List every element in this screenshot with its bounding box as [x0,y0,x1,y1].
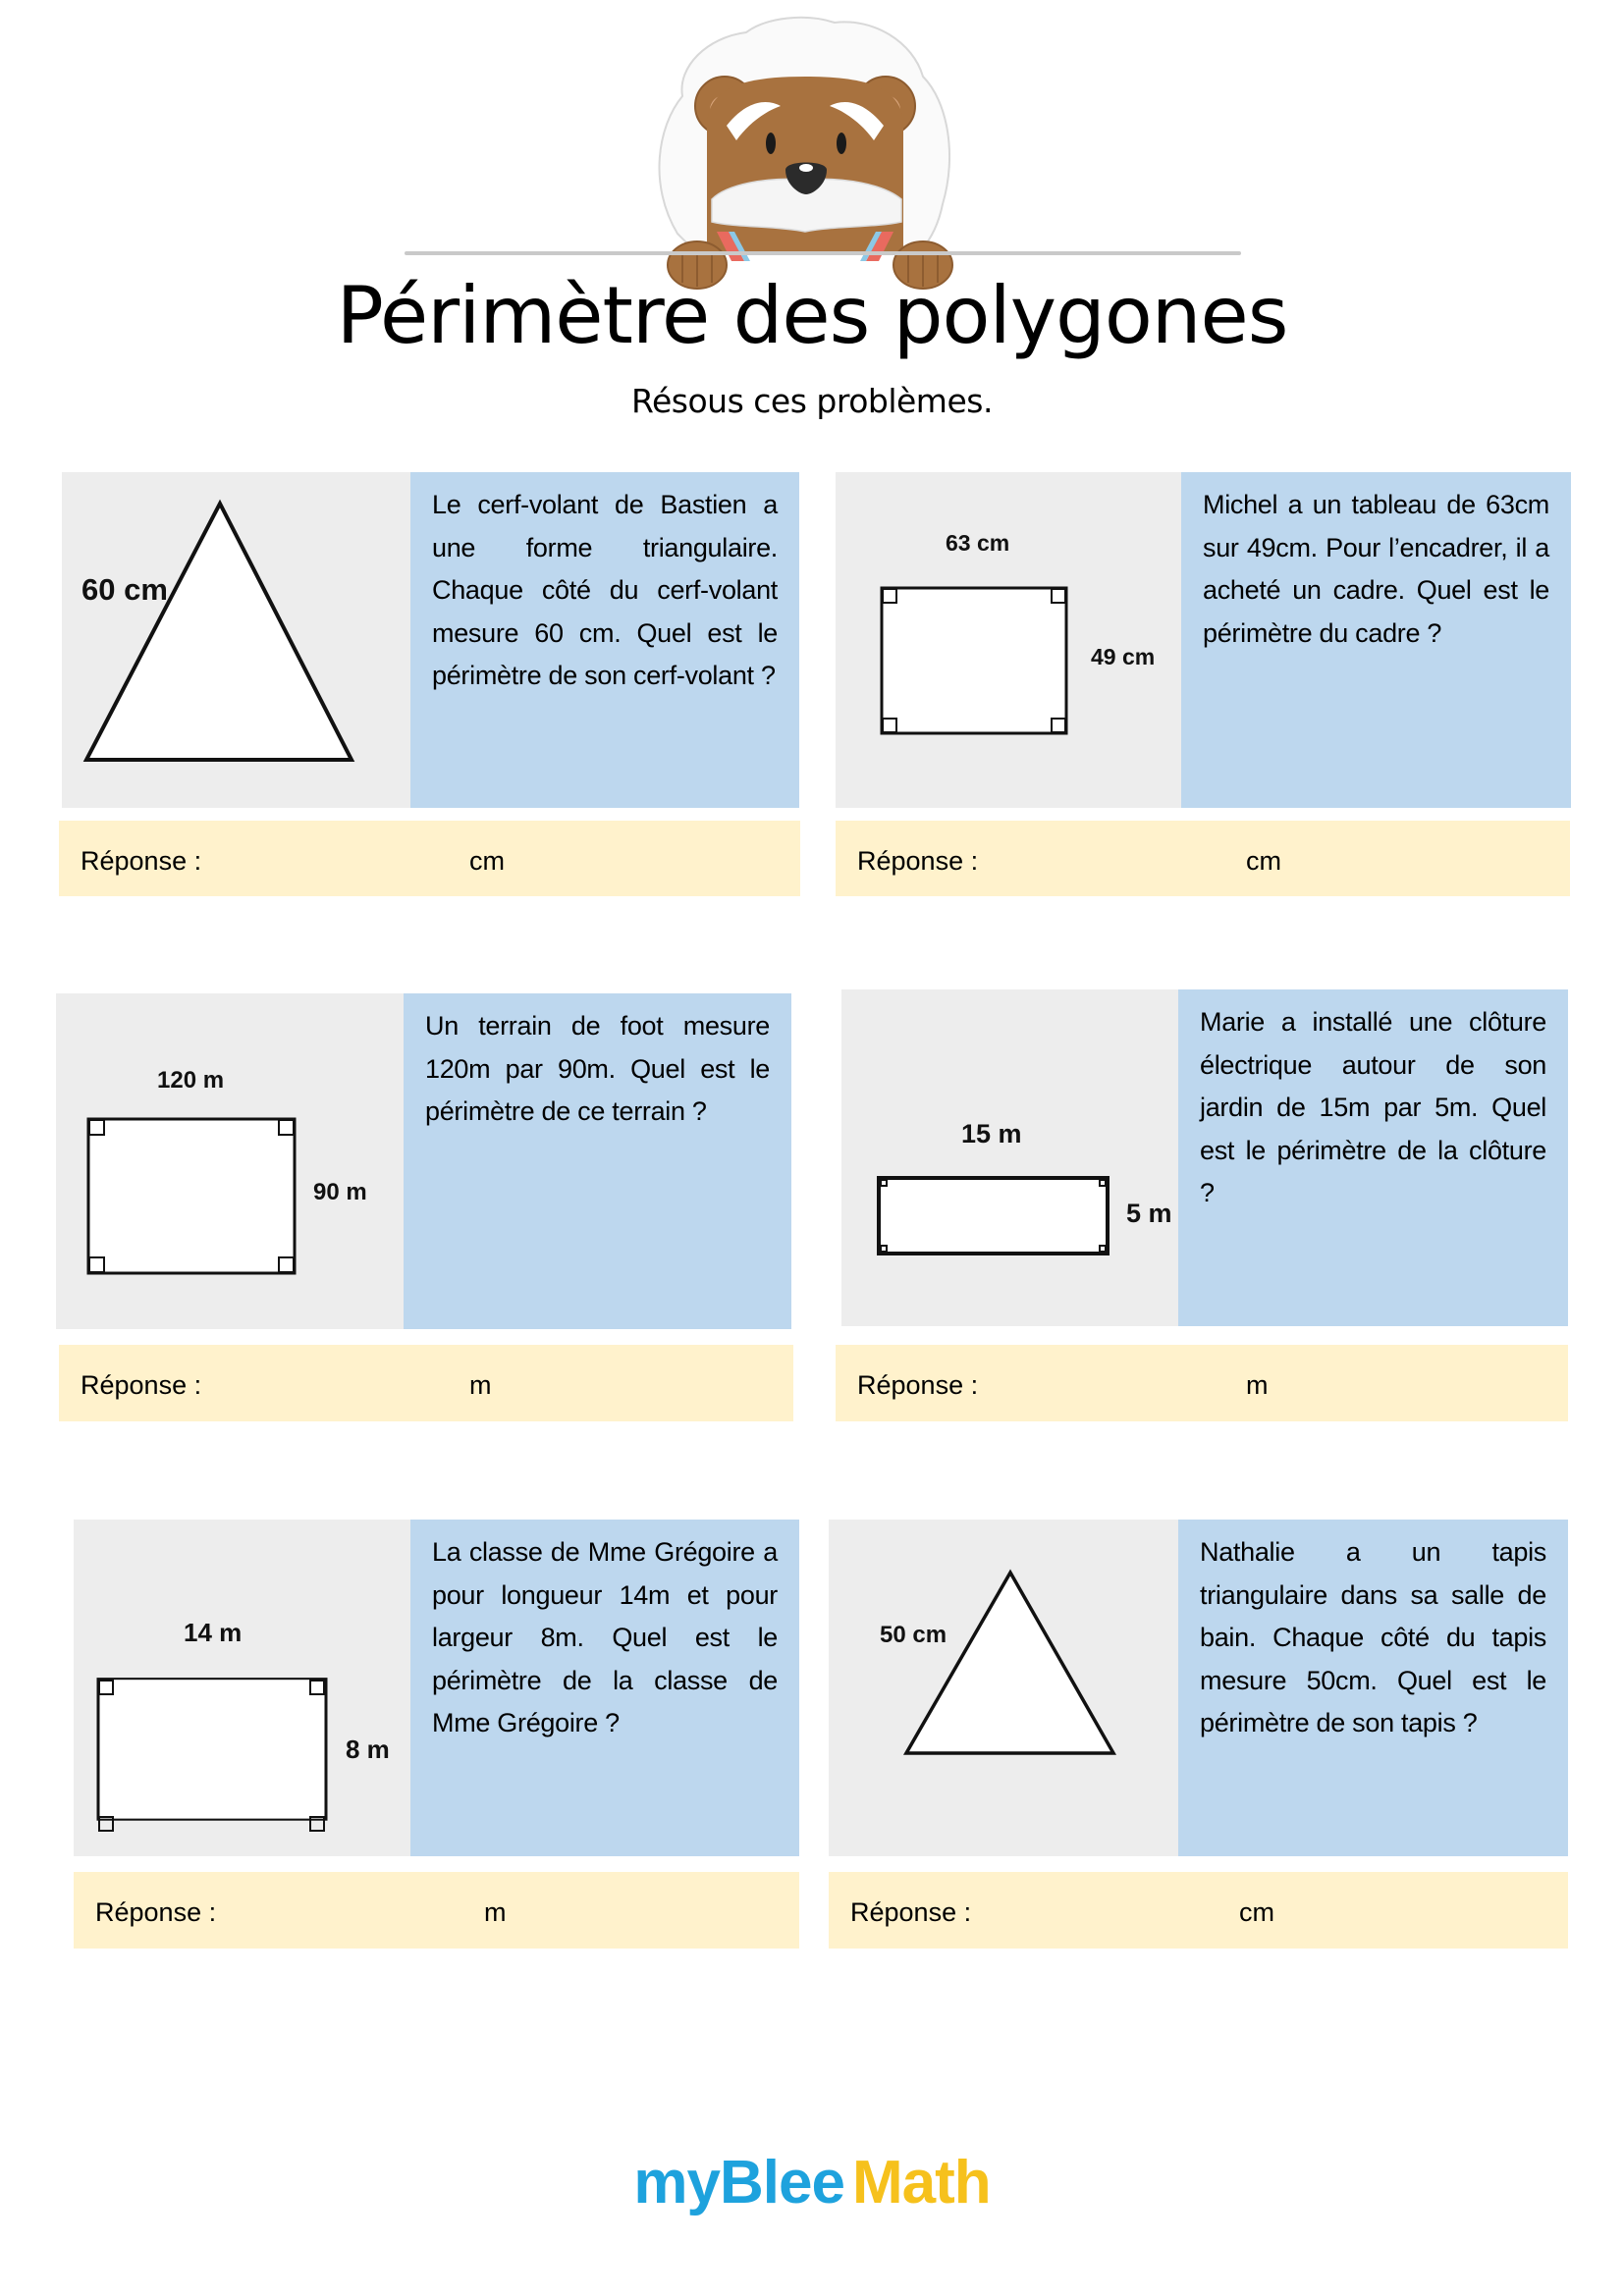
rectangle-shape [88,1119,295,1273]
problem-5-figure [74,1520,410,1856]
page-subtitle: Résous ces problèmes. [631,382,993,420]
problem-4-figure [841,989,1178,1326]
answer-unit: m [469,1370,492,1400]
side-label: 60 cm [81,572,168,607]
side-label: 50 cm [880,1622,947,1648]
answer-label: Réponse : [81,846,202,876]
answer-unit: cm [1239,1897,1274,1927]
problem-5-answer-field[interactable] [74,1872,799,1949]
length-label: 15 m [961,1119,1022,1148]
problem-1-figure [62,472,410,808]
length-label: 14 m [184,1618,243,1647]
problem-6-statement [1178,1520,1568,1856]
answer-unit: cm [469,846,505,876]
problem-6-answer-field[interactable] [829,1872,1568,1949]
answer-label: Réponse : [95,1897,217,1927]
header-divider [405,251,1241,255]
triangle-figure [829,1520,1178,1856]
answer-label: Réponse : [81,1370,202,1400]
width-label: 5 m [1126,1199,1172,1228]
answer-label: Réponse : [850,1897,972,1927]
problem-2-answer-field[interactable] [836,821,1570,896]
bear-mascot-icon [638,8,972,293]
problem-1-statement [410,472,799,808]
problem-3-answer-field[interactable] [59,1345,793,1421]
problem-3-statement [404,993,791,1329]
problem-text: Nathalie a un tapis triangulaire dans sa salle de bain. Chaque côté du tapis mesure 50cm. Quel est le périmètre de son tapis ? [1200,1537,1546,1737]
rectangle-figure [56,993,404,1329]
answer-label: Réponse : [857,846,979,876]
answer-unit: cm [1246,846,1281,876]
problem-text: La classe de Mme Grégoire a pour longueur 14m et pour largeur 8m. Quel est le périmètre de la classe de Mme Grégoire ? [432,1537,778,1737]
length-label: 120 m [157,1067,225,1094]
problem-4-answer-field[interactable] [836,1345,1568,1421]
width-label: 49 cm [1091,644,1156,669]
answer-unit: m [484,1897,507,1927]
problem-6-figure [829,1520,1178,1856]
problem-4-statement [1178,989,1568,1326]
rectangle-shape [879,1178,1108,1254]
rectangle-figure [836,472,1181,808]
page-title: Périmètre des polygones [336,270,1288,361]
problem-5-statement [410,1520,799,1856]
width-label: 90 m [313,1179,367,1205]
length-label: 63 cm [946,530,1010,556]
problem-text: Un terrain de foot mesure 120m par 90m. Quel est le périmètre de ce terrain ? [425,1011,770,1126]
myblee-math-logo [0,2148,1624,2217]
logo-myblee: myBlee [633,2149,844,2216]
rectangle-figure [841,989,1178,1326]
answer-unit: m [1246,1370,1269,1400]
triangle-figure [62,472,410,808]
problem-3-figure [56,993,404,1329]
rectangle-shape [882,588,1066,733]
problem-2-statement [1181,472,1571,808]
problem-1-answer-field[interactable] [59,821,800,896]
triangle-shape [906,1573,1113,1753]
answer-label: Réponse : [857,1370,979,1400]
problem-text: Michel a un tableau de 63cm sur 49cm. Pour l’encadrer, il a acheté un cadre. Quel est le périmètre du cadre ? [1203,490,1549,648]
problem-text: Le cerf-volant de Bastien a une forme triangulaire. Chaque côté du cerf-volant mesure 60 cm. Quel est le périmètre de son cerf-volant ? [432,490,778,690]
width-label: 8 m [346,1735,390,1764]
triangle-shape [86,504,352,760]
problem-2-figure [836,472,1181,808]
rectangle-shape [98,1679,326,1820]
problem-text: Marie a installé une clôture électrique autour de son jardin de 15m par 5m. Quel est le périmètre de la clôture ? [1200,1007,1546,1207]
rectangle-figure [74,1520,410,1856]
logo-math: Math [851,2149,991,2216]
